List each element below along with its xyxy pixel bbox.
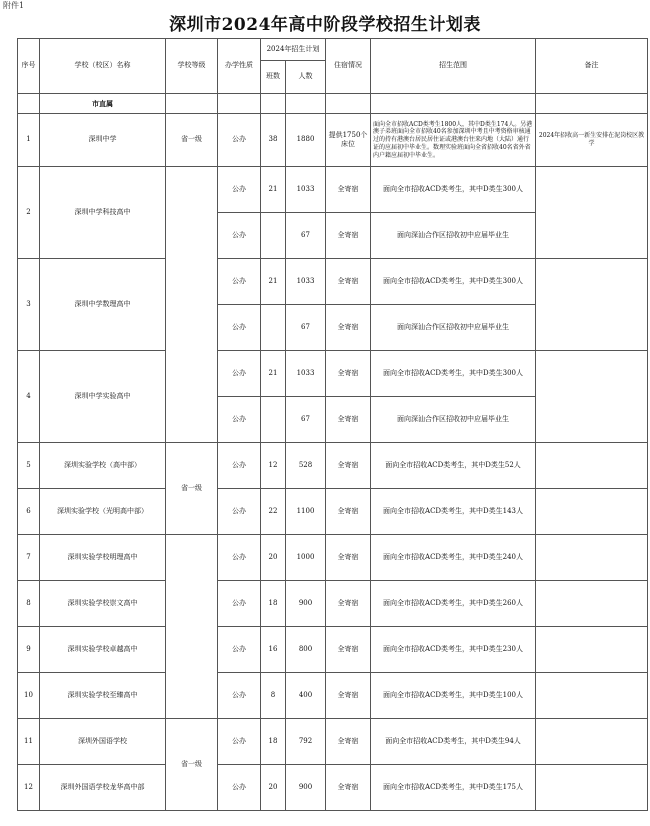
table-row [18, 351, 648, 397]
lodging-cell: 全寄宿 [326, 627, 371, 673]
classes-cell: 22 [261, 489, 286, 535]
school-cell: 深圳中学数理高中 [40, 259, 166, 351]
people-cell: 900 [286, 581, 326, 627]
table-row [18, 627, 648, 673]
school-cell: 深圳中学 [40, 114, 166, 167]
table-row [18, 489, 648, 535]
classes-cell [261, 397, 286, 443]
scope-cell: 面向全市招收ACD类考生，其中D类生300人 [371, 259, 536, 305]
school-cell: 深圳实验学校至臻高中 [40, 673, 166, 719]
classes-cell: 20 [261, 535, 286, 581]
people-cell: 1033 [286, 167, 326, 213]
lodging-cell: 全寄宿 [326, 489, 371, 535]
seq-cell: 3 [18, 259, 40, 351]
lodging-cell: 全寄宿 [326, 351, 371, 397]
seq-cell: 7 [18, 535, 40, 581]
attachment-label: 附件1 [3, 1, 25, 10]
col-seq: 序号 [18, 39, 40, 94]
remark-cell: 2024年招收高一新生安排在泥岗校区教学 [536, 114, 648, 167]
section-label: 市直属 [40, 94, 166, 114]
col-plan: 2024年招生计划 [261, 39, 326, 61]
table-row [18, 765, 648, 811]
col-level: 学校等级 [166, 39, 218, 94]
people-cell: 400 [286, 673, 326, 719]
nature-cell: 公办 [218, 443, 261, 489]
table-cell [166, 94, 218, 114]
people-cell: 1033 [286, 259, 326, 305]
people-cell: 900 [286, 765, 326, 811]
seq-cell: 2 [18, 167, 40, 259]
level-cell [166, 535, 218, 719]
people-cell: 1880 [286, 114, 326, 167]
col-nature: 办学性质 [218, 39, 261, 94]
remark-cell [536, 581, 648, 627]
nature-cell: 公办 [218, 673, 261, 719]
table-row [18, 581, 648, 627]
table-cell [18, 94, 40, 114]
remark-cell [536, 765, 648, 811]
nature-cell: 公办 [218, 397, 261, 443]
people-cell: 800 [286, 627, 326, 673]
nature-cell: 公办 [218, 351, 261, 397]
lodging-cell: 全寄宿 [326, 581, 371, 627]
scope-cell: 面向全市招收ACD类考生，其中D类生240人 [371, 535, 536, 581]
remark-cell [536, 351, 648, 443]
scope-cell: 面向全市招收ACD类考生，其中D类生300人 [371, 167, 536, 213]
seq-cell: 9 [18, 627, 40, 673]
scope-cell: 面向深汕合作区招收初中应届毕业生 [371, 213, 536, 259]
classes-cell: 21 [261, 167, 286, 213]
col-people: 人数 [286, 61, 326, 94]
lodging-cell: 全寄宿 [326, 305, 371, 351]
seq-cell: 8 [18, 581, 40, 627]
table-row [18, 443, 648, 489]
classes-cell: 12 [261, 443, 286, 489]
table-row [18, 259, 648, 305]
table-cell [536, 94, 648, 114]
classes-cell: 18 [261, 581, 286, 627]
scope-cell: 面向全市招收ACD类考生1800人，其中D类生174人。另港澳子弟班面向全市招收40名参加深圳中考且中考资格审核通过的持有港澳台居民居住证或港澳台往来内地（大陆）通行证的应届初中毕业生。数理实验班面向全省招收40名省外省内户籍应届初中毕业生。 [371, 114, 536, 167]
remark-cell [536, 489, 648, 535]
seq-cell: 5 [18, 443, 40, 489]
table-row [18, 535, 648, 581]
scope-cell: 面向全市招收ACD类考生，其中D类生52人 [371, 443, 536, 489]
remark-cell [536, 719, 648, 765]
school-cell: 深圳实验学校明理高中 [40, 535, 166, 581]
col-classes: 班数 [261, 61, 286, 94]
people-cell: 1033 [286, 351, 326, 397]
remark-cell [536, 535, 648, 581]
remark-cell [536, 443, 648, 489]
people-cell: 67 [286, 213, 326, 259]
seq-cell: 1 [18, 114, 40, 167]
scope-cell: 面向全市招收ACD类考生，其中D类生230人 [371, 627, 536, 673]
classes-cell: 20 [261, 765, 286, 811]
seq-cell: 11 [18, 719, 40, 765]
remark-cell [536, 673, 648, 719]
table-row [18, 167, 648, 213]
classes-cell: 18 [261, 719, 286, 765]
lodging-cell: 全寄宿 [326, 213, 371, 259]
scope-cell: 面向全市招收ACD类考生，其中D类生175人 [371, 765, 536, 811]
lodging-cell: 全寄宿 [326, 259, 371, 305]
classes-cell: 16 [261, 627, 286, 673]
lodging-cell: 全寄宿 [326, 719, 371, 765]
table-cell [326, 94, 371, 114]
scope-cell: 面向全市招收ACD类考生，其中D类生100人 [371, 673, 536, 719]
scope-cell: 面向全市招收ACD类考生，其中D类生260人 [371, 581, 536, 627]
section-row [18, 94, 648, 114]
lodging-cell: 全寄宿 [326, 167, 371, 213]
classes-cell [261, 213, 286, 259]
enrollment-plan-table [17, 38, 648, 811]
classes-cell [261, 305, 286, 351]
people-cell: 67 [286, 397, 326, 443]
seq-cell: 10 [18, 673, 40, 719]
lodging-cell: 全寄宿 [326, 673, 371, 719]
school-cell: 深圳实验学校卓越高中 [40, 627, 166, 673]
col-lodging: 住宿情况 [326, 39, 371, 94]
level-cell [166, 167, 218, 443]
classes-cell: 8 [261, 673, 286, 719]
nature-cell: 公办 [218, 581, 261, 627]
scope-cell: 面向全市招收ACD类考生，其中D类生300人 [371, 351, 536, 397]
table-row [18, 673, 648, 719]
nature-cell: 公办 [218, 305, 261, 351]
level-cell: 省一级 [166, 719, 218, 811]
table-row [18, 719, 648, 765]
school-cell: 深圳实验学校（高中部） [40, 443, 166, 489]
scope-cell: 面向深汕合作区招收初中应届毕业生 [371, 397, 536, 443]
people-cell: 1000 [286, 535, 326, 581]
school-cell: 深圳外国语学校 [40, 719, 166, 765]
level-cell: 省一级 [166, 114, 218, 167]
people-cell: 1100 [286, 489, 326, 535]
level-cell: 省一级 [166, 443, 218, 535]
lodging-cell: 提供1750个床位 [326, 114, 371, 167]
scope-cell: 面向深汕合作区招收初中应届毕业生 [371, 305, 536, 351]
table-cell [371, 94, 536, 114]
table-cell [286, 94, 326, 114]
nature-cell: 公办 [218, 765, 261, 811]
col-school: 学校（校区）名称 [40, 39, 166, 94]
classes-cell: 21 [261, 351, 286, 397]
col-scope: 招生范围 [371, 39, 536, 94]
table-row [18, 114, 648, 167]
nature-cell: 公办 [218, 535, 261, 581]
school-cell: 深圳中学实验高中 [40, 351, 166, 443]
lodging-cell: 全寄宿 [326, 443, 371, 489]
school-cell: 深圳实验学校崇文高中 [40, 581, 166, 627]
people-cell: 792 [286, 719, 326, 765]
lodging-cell: 全寄宿 [326, 765, 371, 811]
lodging-cell: 全寄宿 [326, 397, 371, 443]
seq-cell: 4 [18, 351, 40, 443]
page-title: 深圳市2024年高中阶段学校招生计划表 [169, 15, 481, 35]
remark-cell [536, 627, 648, 673]
header-row [18, 39, 648, 61]
classes-cell: 21 [261, 259, 286, 305]
nature-cell: 公办 [218, 719, 261, 765]
school-cell: 深圳实验学校（光明高中部） [40, 489, 166, 535]
people-cell: 67 [286, 305, 326, 351]
classes-cell: 38 [261, 114, 286, 167]
school-cell: 深圳外国语学校龙华高中部 [40, 765, 166, 811]
nature-cell: 公办 [218, 213, 261, 259]
nature-cell: 公办 [218, 259, 261, 305]
table-cell [218, 94, 261, 114]
lodging-cell: 全寄宿 [326, 535, 371, 581]
table-cell [261, 94, 286, 114]
col-remark: 备注 [536, 39, 648, 94]
nature-cell: 公办 [218, 167, 261, 213]
nature-cell: 公办 [218, 489, 261, 535]
scope-cell: 面向全市招收ACD类考生，其中D类生143人 [371, 489, 536, 535]
remark-cell [536, 259, 648, 351]
seq-cell: 6 [18, 489, 40, 535]
scope-cell: 面向全市招收ACD类考生，其中D类生94人 [371, 719, 536, 765]
school-cell: 深圳中学科技高中 [40, 167, 166, 259]
people-cell: 528 [286, 443, 326, 489]
seq-cell: 12 [18, 765, 40, 811]
remark-cell [536, 167, 648, 259]
nature-cell: 公办 [218, 627, 261, 673]
nature-cell: 公办 [218, 114, 261, 167]
